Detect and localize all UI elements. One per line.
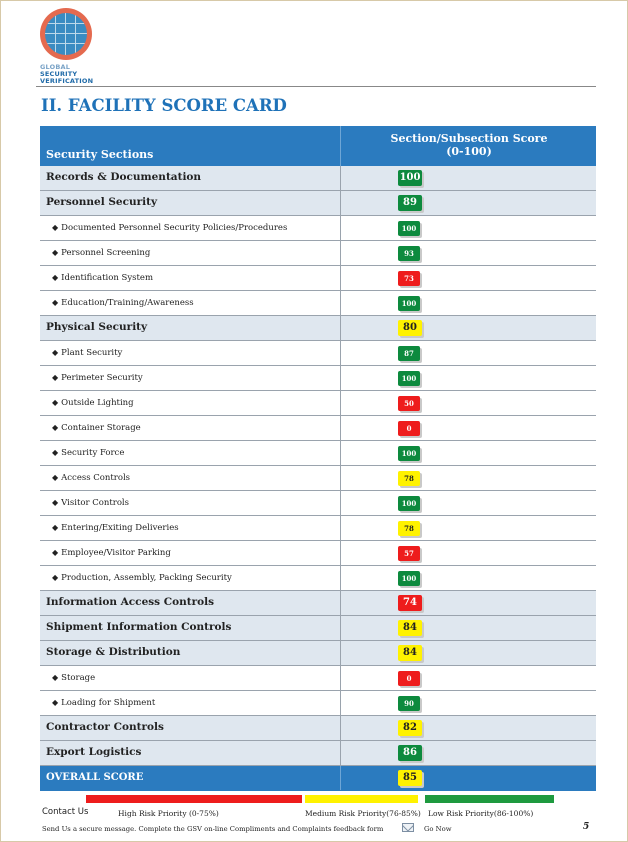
subsection-row [40,491,596,516]
row-label-text: Visitor Controls [61,498,130,508]
subsection-label [52,348,122,358]
section-row [40,591,596,616]
row-label-text: Container Storage [61,423,141,433]
section-row [40,641,596,666]
row-label-text: Export Logistics [46,746,142,758]
subsection-label [52,298,194,308]
score-badge: 100 [398,571,420,586]
page-title: II. FACILITY SCORE CARD [41,96,287,115]
subsection-label [52,473,130,483]
row-label-text: Shipment Information Controls [46,621,232,633]
diamond-bullet-icon: ◆ [52,423,59,432]
score-badge: 100 [398,371,420,386]
diamond-bullet-icon: ◆ [52,248,59,257]
diamond-bullet-icon: ◆ [52,548,59,557]
low-risk-bar [425,795,554,803]
header-divider [36,86,596,87]
row-label-text: Personnel Security [46,196,158,208]
subsection-row [40,666,596,691]
subsection-row [40,341,596,366]
subsection-label [52,373,143,383]
subsection-label [52,223,287,233]
legend-medium-risk: Medium Risk Priority(76-85%) [305,809,421,818]
section-row [40,616,596,641]
section-row [40,166,596,191]
section-label [46,321,147,333]
subsection-label [52,673,95,683]
subsection-label [52,448,124,458]
diamond-bullet-icon: ◆ [52,698,59,707]
feedback-message: Send Us a secure message. Complete the GSV on-line Compliments and Complaints feedback form [42,825,384,833]
row-label-text: Records & Documentation [46,171,202,183]
diamond-bullet-icon: ◆ [52,673,59,682]
diamond-bullet-icon: ◆ [52,273,59,282]
subsection-label [52,423,141,433]
score-badge: 82 [398,720,422,736]
section-label [46,171,201,183]
subsection-label [52,498,129,508]
subsection-row [40,266,596,291]
header-score-line-1: Section/Subsection Score [390,132,548,145]
row-label-text: Information Access Controls [46,596,215,608]
row-label-text: Access Controls [61,473,131,483]
subsection-label [52,548,171,558]
section-row [40,741,596,766]
header-security-sections: Security Sections [46,148,154,161]
subsection-label [52,273,153,283]
row-label-text: Physical Security [46,321,148,333]
row-label-text: Production, Assembly, Packing Security [61,573,232,583]
overall-score-label: OVERALL SCORE [46,772,144,783]
subsection-row [40,691,596,716]
score-badge: 84 [398,620,422,636]
globe-icon [40,8,92,60]
score-badge: 93 [398,246,420,261]
legend-high-risk: High Risk Priority (0-75%) [118,809,219,818]
diamond-bullet-icon: ◆ [52,473,59,482]
logo-line-3: VERIFICATION [40,77,94,85]
subsection-row [40,291,596,316]
row-label-text: Identification System [61,273,154,283]
row-label-text: Security Force [61,448,125,458]
logo-text [40,64,93,85]
diamond-bullet-icon: ◆ [52,498,59,507]
score-badge: 80 [398,320,422,336]
high-risk-bar [86,795,302,803]
score-badge: 87 [398,346,420,361]
score-badge: 0 [398,421,420,436]
subsection-row [40,516,596,541]
section-label [46,196,157,208]
subsection-row [40,541,596,566]
subsection-row [40,366,596,391]
score-badge: 50 [398,396,420,411]
score-badge: 74 [398,595,422,611]
row-label-text: Education/Training/Awareness [61,298,194,308]
legend-low-risk: Low Risk Priority(86-100%) [428,809,534,818]
section-label [46,596,214,608]
row-label-text: Contractor Controls [46,721,164,733]
score-badge: 73 [398,271,420,286]
subsection-row [40,216,596,241]
section-row [40,316,596,341]
section-label [46,646,180,658]
row-label-text: Storage & Distribution [46,646,181,658]
score-badge: 90 [398,696,420,711]
score-badge: 84 [398,645,422,661]
row-label-text: Plant Security [61,348,123,358]
subsection-row [40,416,596,441]
row-label-text: Personnel Screening [61,248,151,258]
diamond-bullet-icon: ◆ [52,348,59,357]
logo-line-1: GLOBAL [40,63,71,71]
subsection-label [52,698,155,708]
diamond-bullet-icon: ◆ [52,523,59,532]
subsection-row [40,391,596,416]
section-label [46,746,141,758]
subsection-label [52,573,232,583]
gsv-logo [40,8,110,88]
score-badge: 57 [398,546,420,561]
row-label-text: Storage [61,673,96,683]
subsection-label [52,248,150,258]
row-label-text: Loading for Shipment [61,698,156,708]
score-badge: 78 [398,521,420,536]
section-label [46,621,231,633]
diamond-bullet-icon: ◆ [52,573,59,582]
mail-icon[interactable] [402,823,414,832]
subsection-row [40,241,596,266]
subsection-label [52,523,179,533]
row-label-text: Entering/Exiting Deliveries [61,523,179,533]
medium-risk-bar [305,795,418,803]
table-header [40,126,596,166]
subsection-row [40,466,596,491]
table-body [40,166,596,766]
section-row [40,716,596,741]
section-row [40,191,596,216]
row-label-text: Outside Lighting [61,398,134,408]
overall-score-badge: 85 [398,770,422,786]
page-number: 5 [583,822,590,832]
diamond-bullet-icon: ◆ [52,398,59,407]
row-label-text: Documented Personnel Security Policies/Procedures [61,223,288,233]
diamond-bullet-icon: ◆ [52,373,59,382]
diamond-bullet-icon: ◆ [52,298,59,307]
score-badge: 89 [398,195,422,211]
score-badge: 100 [398,446,420,461]
header-score-line-2: (0-100) [446,145,492,158]
score-badge: 0 [398,671,420,686]
logo-line-2: SECURITY [40,70,78,78]
row-label-text: Employee/Visitor Parking [61,548,171,558]
contact-us-link[interactable]: Contact Us [42,807,89,817]
row-label-text: Perimeter Security [61,373,143,383]
diamond-bullet-icon: ◆ [52,448,59,457]
score-badge: 100 [398,170,422,186]
score-card-table [40,126,596,791]
overall-score-row [40,766,596,791]
score-badge: 100 [398,221,420,236]
score-badge: 100 [398,296,420,311]
go-now-link[interactable]: Go Now [424,825,452,833]
subsection-row [40,441,596,466]
subsection-row [40,566,596,591]
diamond-bullet-icon: ◆ [52,223,59,232]
score-badge: 86 [398,745,422,761]
header-score [342,132,596,158]
score-badge: 100 [398,496,420,511]
score-badge: 78 [398,471,420,486]
section-label [46,721,164,733]
subsection-label [52,398,134,408]
